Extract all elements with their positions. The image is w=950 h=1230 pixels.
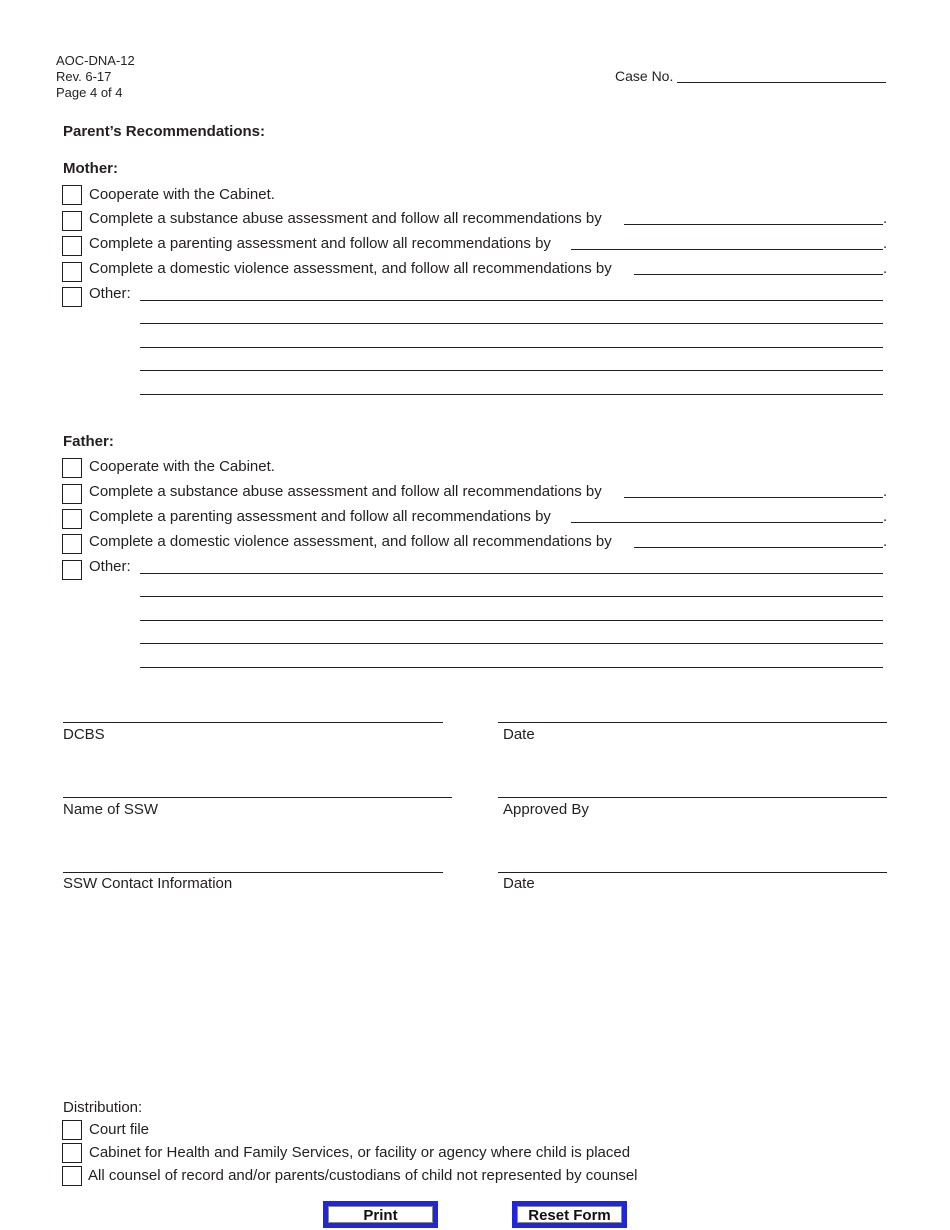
mother-parenting-date-field[interactable] [571,249,883,250]
father-cooperate-label: Cooperate with the Cabinet. [89,458,275,475]
mother-parenting-checkbox[interactable] [62,236,82,256]
page-number: Page 4 of 4 [56,85,123,100]
date-signature-line[interactable] [498,722,887,723]
approved-by-line[interactable] [498,797,887,798]
father-other-line[interactable] [140,596,883,597]
mother-other-line[interactable] [140,323,883,324]
print-button-label: Print [328,1206,433,1223]
father-dv-label: Complete a domestic violence assessment, and follow all recommendations by [89,533,612,550]
father-parenting-checkbox[interactable] [62,509,82,529]
distribution-court-file-label: Court file [89,1121,150,1138]
mother-other-line[interactable] [140,394,883,395]
dcbs-label: DCBS [63,726,105,743]
case-no-field[interactable] [677,82,886,83]
father-dv-checkbox[interactable] [62,534,82,554]
ssw-name-label: Name of SSW [63,801,159,818]
father-cooperate-checkbox[interactable] [62,458,82,478]
mother-dv-date-field[interactable] [634,274,883,275]
father-parenting-label: Complete a parenting assessment and follow all recommendations by [89,508,551,525]
mother-other-checkbox[interactable] [62,287,82,307]
father-heading: Father: [63,433,114,450]
distribution-counsel-label: All counsel of record and/or parents/custodians of child not represented by counsel [88,1167,638,1184]
father-substance-date-field[interactable] [624,497,883,498]
dcbs-signature-line[interactable] [63,722,443,723]
distribution-label: Distribution: [63,1099,143,1116]
mother-heading: Mother: [63,160,118,177]
mother-substance-date-field[interactable] [624,224,883,225]
father-substance-checkbox[interactable] [62,484,82,504]
father-other-line[interactable] [140,667,883,668]
date-signature-line-2[interactable] [498,872,887,873]
mother-other-line[interactable] [140,370,883,371]
father-dv-period: . [883,533,888,550]
mother-other-line[interactable] [140,300,883,301]
mother-other-label: Other: [89,285,131,302]
mother-cooperate-checkbox[interactable] [62,185,82,205]
approved-by-label: Approved By [503,801,589,818]
father-other-line[interactable] [140,620,883,621]
reset-form-button[interactable] [512,1201,627,1228]
father-substance-period: . [883,483,888,500]
father-parenting-date-field[interactable] [571,522,883,523]
distribution-court-file-checkbox[interactable] [62,1120,82,1140]
form-revision: Rev. 6-17 [56,69,112,84]
mother-other-line[interactable] [140,347,883,348]
ssw-contact-line[interactable] [63,872,443,873]
date-label-2: Date [503,875,535,892]
date-label: Date [503,726,535,743]
ssw-contact-label: SSW Contact Information [63,875,233,892]
reset-form-button-label: Reset Form [517,1206,622,1223]
mother-dv-period: . [883,260,888,277]
form-id: AOC-DNA-12 [56,53,135,68]
father-other-line[interactable] [140,643,883,644]
father-other-line[interactable] [140,573,883,574]
mother-parenting-period: . [883,235,888,252]
case-no-label: Case No. [615,68,674,84]
mother-substance-period: . [883,210,888,227]
section-title: Parent’s Recommendations: [63,123,265,140]
father-substance-label: Complete a substance abuse assessment and follow all recommendations by [89,483,602,500]
father-other-label: Other: [89,558,131,575]
print-button[interactable] [323,1201,438,1228]
mother-substance-checkbox[interactable] [62,211,82,231]
mother-dv-label: Complete a domestic violence assessment, and follow all recommendations by [89,260,612,277]
mother-parenting-label: Complete a parenting assessment and follow all recommendations by [89,235,551,252]
father-dv-date-field[interactable] [634,547,883,548]
distribution-cabinet-label: Cabinet for Health and Family Services, or facility or agency where child is placed [89,1144,631,1161]
mother-dv-checkbox[interactable] [62,262,82,282]
distribution-counsel-checkbox[interactable] [62,1166,82,1186]
mother-cooperate-label: Cooperate with the Cabinet. [89,186,275,203]
father-parenting-period: . [883,508,888,525]
mother-substance-label: Complete a substance abuse assessment and follow all recommendations by [89,210,602,227]
distribution-cabinet-checkbox[interactable] [62,1143,82,1163]
ssw-name-line[interactable] [63,797,452,798]
father-other-checkbox[interactable] [62,560,82,580]
